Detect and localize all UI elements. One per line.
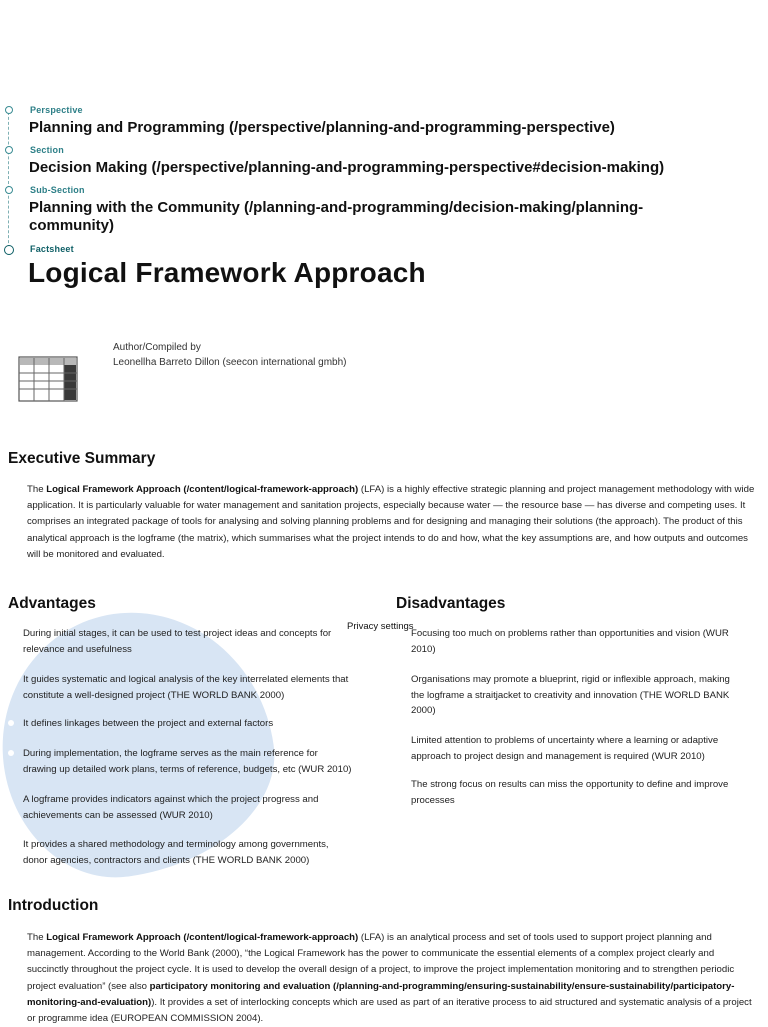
breadcrumb-trail-line: [8, 112, 9, 248]
breadcrumb-dot: [5, 106, 13, 114]
advantage-item: [23, 746, 373, 777]
advantage-item: [23, 626, 373, 657]
executive-summary-text: [27, 482, 757, 563]
breadcrumb-dot-current: [4, 245, 14, 255]
advantage-item: [23, 837, 373, 868]
advantage-item-line: achievements can be assessed (WUR 2010): [23, 809, 213, 821]
executive-summary-heading: Executive Summary: [8, 450, 156, 467]
breadcrumb-link-section[interactable]: Decision Making (/perspective/planning-and-programming-perspective#decision-making): [29, 159, 665, 176]
disadvantage-item-line: 2010): [411, 643, 436, 655]
breadcrumb-label-perspective: Perspective: [30, 105, 83, 115]
bullet-icon: [8, 676, 14, 682]
disadvantage-item-line: Organisations may promote a blueprint, rigid or inflexible approach, making: [411, 674, 730, 685]
advantage-item-line: relevance and usefulness: [23, 643, 132, 655]
bullet-icon: [8, 720, 14, 726]
breadcrumb-dot: [5, 146, 13, 154]
advantage-item-line: constitute a well-designed project (THE WORLD BANK 2000): [23, 689, 285, 701]
advantage-item: [23, 792, 373, 823]
page-title: Logical Framework Approach: [28, 257, 426, 288]
disadvantage-item-line: Focusing too much on problems rather than opportunities and vision (WUR: [411, 628, 729, 639]
logical-framework-approach-link[interactable]: Logical Framework Approach (/content/logical-framework-approach): [46, 484, 359, 495]
breadcrumb-link-perspective[interactable]: Planning and Programming (/perspective/planning-and-programming-perspective): [29, 119, 615, 136]
executive-summary-lead: The: [27, 484, 47, 495]
advantage-item-line: During implementation, the logframe serves as the main reference for: [23, 748, 318, 759]
breadcrumb-label-section: Section: [30, 145, 64, 155]
disadvantage-item: [411, 626, 761, 657]
author-block: [113, 340, 346, 370]
advantage-item-line: It defines linkages between the project and external factors: [23, 718, 274, 729]
disadvantage-item: [411, 733, 761, 764]
disadvantage-item-line: 2000): [411, 705, 436, 716]
executive-summary-body: (LFA) is a highly effective strategic planning and project management methodology with wide application. It is particularly valuable for water management and sanitation projects, especially because water — the resource base — has diverse and competing uses. It comprises an integrated package of tools for analysing and solving planning problems and for designing and managing their solutions (the approach). The product of this analytical approach is the logframe (the matrix), which summarises what the project intends to do and how, what the key assumptions are, and how outputs and outcomes will be monitored and evaluated.: [27, 484, 755, 560]
disadvantage-item-line: The strong focus on results can miss the opportunity to define and improve: [411, 779, 729, 790]
disadvantage-item-line: approach to project design and management is required (WUR 2010): [411, 750, 705, 762]
advantage-item: [23, 716, 373, 732]
disadvantage-item-line: the logframe a straitjacket to creativity and innovation (THE WORLD BANK: [411, 689, 730, 701]
advantage-item-line: A logframe provides indicators against which the project progress and: [23, 794, 319, 805]
privacy-settings-button[interactable]: Privacy settings: [347, 621, 414, 632]
disadvantage-item: [411, 672, 761, 719]
breadcrumb-dot: [5, 186, 13, 194]
breadcrumb-link-subsection[interactable]: [29, 199, 643, 235]
disadvantage-item-line: Limited attention to problems of uncertainty where a learning or adaptive: [411, 735, 719, 746]
advantage-item-line: drawing up detailed work plans, terms of reference, budgets, etc (WUR 2010): [23, 763, 352, 775]
disadvantage-item-line: processes: [411, 794, 455, 806]
breadcrumb-label-factsheet: Factsheet: [30, 244, 74, 254]
participatory-monitoring-link[interactable]: participatory monitoring and evaluation (/planning-and-programming/ensuring-sustainability/ensure-sustainability/participatory-monitoring-and-evaluation): [27, 980, 735, 1008]
introduction-body-2: ). It provides a set of interlocking concepts which are used as part of an iterative process to aid structured and systematic analysis of a project or programme idea (EUROPEAN COMMISSION 2004).: [27, 996, 752, 1025]
introduction-body-1: (LFA) is an analytical process and set of tools used to support project planning and management. According to the World Bank (2000), “the Logical Framework has the power to communicate the essential elements of a complex project clearly and succinctly throughout the project cycle. It is used to develop the overall design of a project, to improve the project implementation monitoring and to strengthen periodic project evaluation” (see also: [27, 932, 735, 992]
logframe-matrix-icon: [18, 356, 78, 402]
logical-framework-approach-link[interactable]: Logical Framework Approach (/content/logical-framework-approach): [46, 932, 359, 943]
breadcrumb-label-subsection: Sub-Section: [30, 185, 85, 195]
breadcrumb-link-subsection-line2: community): [29, 217, 115, 234]
disadvantage-item: [411, 777, 761, 808]
author-label: Author/Compiled by: [113, 342, 201, 353]
breadcrumb-link-subsection-line1: Planning with the Community (/planning-and-programming/decision-making/planning-: [29, 199, 644, 216]
advantage-item-line: donor agencies, contractors and clients (THE WORLD BANK 2000): [23, 854, 310, 866]
advantages-heading: Advantages: [8, 595, 96, 612]
advantage-item-line: During initial stages, it can be used to test project ideas and concepts for: [23, 628, 332, 639]
advantage-item-line: It guides systematic and logical analysis of the key interrelated elements that: [23, 674, 349, 685]
disadvantages-heading: Disadvantages: [396, 595, 506, 612]
advantage-item: [23, 672, 373, 703]
bullet-icon: [8, 750, 14, 756]
author-name: Leonellha Barreto Dillon (seecon international gmbh): [113, 357, 347, 368]
introduction-heading: Introduction: [8, 897, 99, 914]
advantage-item-line: It provides a shared methodology and terminology among governments,: [23, 839, 329, 850]
introduction-lead: The: [27, 932, 47, 943]
introduction-text: [27, 930, 757, 1027]
